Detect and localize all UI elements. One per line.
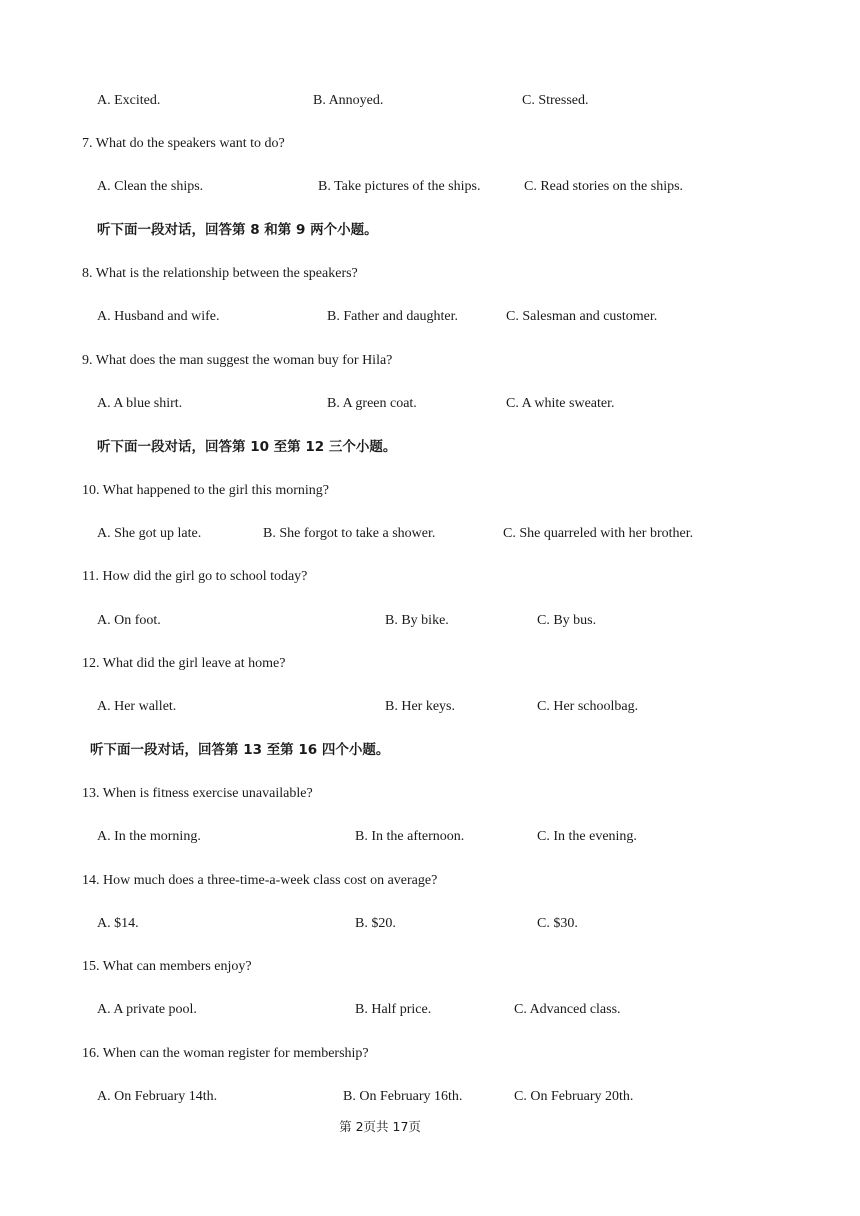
q7-option-b: B. Take pictures of the ships. xyxy=(318,179,481,194)
q14-question: 14. How much does a three-time-a-week class cost on average? xyxy=(82,873,438,888)
q7-option-c: C. Read stories on the ships. xyxy=(524,179,684,194)
q9-option-c: C. A white sweater. xyxy=(506,396,615,411)
q9-question: 9. What does the man suggest the woman buy for Hila? xyxy=(82,353,393,368)
q10-question: 10. What happened to the girl this morning? xyxy=(82,483,330,498)
q12-option-b: B. Her keys. xyxy=(385,699,455,714)
q16-option-c: C. On February 20th. xyxy=(514,1089,634,1104)
q14-option-a: A. $14. xyxy=(97,916,139,931)
q11-option-c: C. By bus. xyxy=(537,613,597,628)
q9-option-a: A. A blue shirt. xyxy=(97,396,183,411)
q16-option-a: A. On February 14th. xyxy=(97,1089,218,1104)
q7-option-a: A. Clean the ships. xyxy=(97,179,204,194)
section-instruction: 听下面一段对话，回答第 13 至第 16 四个小题。 xyxy=(90,742,390,758)
q10-option-b: B. She forgot to take a shower. xyxy=(263,526,436,541)
q12-option-c: C. Her schoolbag. xyxy=(537,699,639,714)
q10-option-c: C. She quarreled with her brother. xyxy=(503,526,694,541)
q7-question: 7. What do the speakers want to do? xyxy=(82,136,285,151)
q6-option-b: B. Annoyed. xyxy=(313,93,384,108)
q14-option-b: B. $20. xyxy=(355,916,396,931)
q11-question: 11. How did the girl go to school today? xyxy=(82,569,308,584)
q9-option-b: B. A green coat. xyxy=(327,396,417,411)
q8-option-b: B. Father and daughter. xyxy=(327,309,459,324)
q13-option-c: C. In the evening. xyxy=(537,829,637,844)
q6-option-a: A. Excited. xyxy=(97,93,161,108)
q16-question: 16. When can the woman register for membership? xyxy=(82,1046,369,1061)
section-instruction: 听下面一段对话，回答第 10 至第 12 三个小题。 xyxy=(97,439,397,455)
q11-option-a: A. On foot. xyxy=(97,613,161,628)
q12-question: 12. What did the girl leave at home? xyxy=(82,656,286,671)
q14-option-c: C. $30. xyxy=(537,916,578,931)
q6-option-c: C. Stressed. xyxy=(522,93,589,108)
q8-question: 8. What is the relationship between the speakers? xyxy=(82,266,358,281)
q13-option-b: B. In the afternoon. xyxy=(355,829,465,844)
q13-option-a: A. In the morning. xyxy=(97,829,201,844)
q11-option-b: B. By bike. xyxy=(385,613,449,628)
page-footer: 第 2页共 17页 xyxy=(339,1119,421,1134)
q15-option-a: A. A private pool. xyxy=(97,1002,197,1017)
q15-question: 15. What can members enjoy? xyxy=(82,959,252,974)
q15-option-c: C. Advanced class. xyxy=(514,1002,621,1017)
section-instruction: 听下面一段对话，回答第 8 和第 9 两个小题。 xyxy=(97,222,378,238)
q16-option-b: B. On February 16th. xyxy=(343,1089,463,1104)
q8-option-c: C. Salesman and customer. xyxy=(506,309,658,324)
q8-option-a: A. Husband and wife. xyxy=(97,309,220,324)
q12-option-a: A. Her wallet. xyxy=(97,699,177,714)
q13-question: 13. When is fitness exercise unavailable? xyxy=(82,786,313,801)
q15-option-b: B. Half price. xyxy=(355,1002,432,1017)
q10-option-a: A. She got up late. xyxy=(97,526,202,541)
